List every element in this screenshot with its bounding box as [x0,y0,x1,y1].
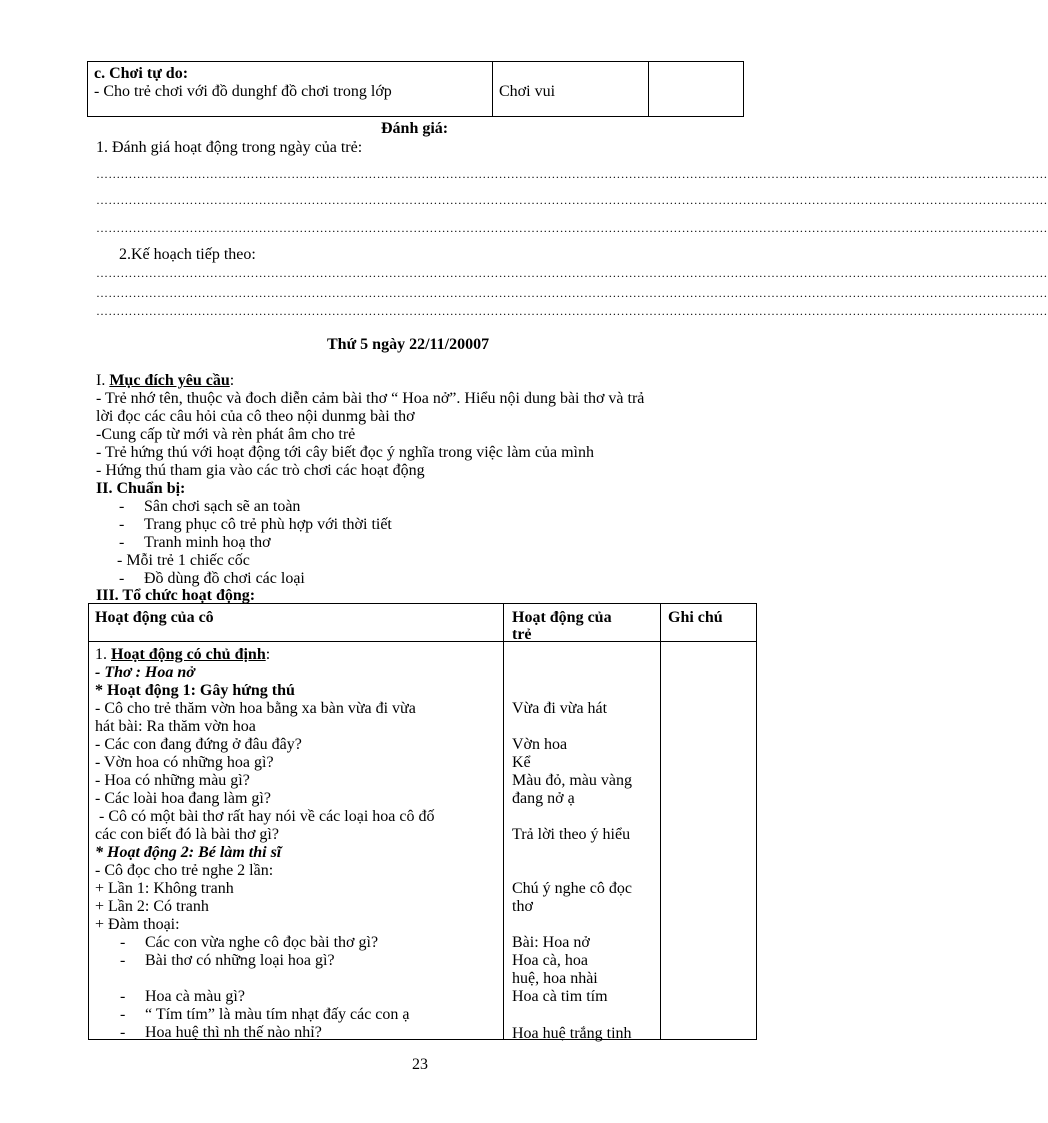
teacher-line: + Đàm thoại: [95,916,180,933]
prep-item: - Mỗi trẻ 1 chiếc cốc [117,552,250,569]
list-bullet: - [120,988,126,1005]
child-line: Vừa đi vừa hát [512,700,608,717]
child-line: Bài: Hoa nở [512,934,590,951]
prep-item: Tranh minh hoạ thơ [144,534,271,551]
child-line: Kể [512,754,531,771]
dotted-line: ……………………………………………………………………………………………………………………………………………………………………………………………………………… [96,221,1048,235]
teacher-line: các con biết đó là bài thơ gì? [95,826,279,843]
evaluation-item-1: 1. Đánh giá hoạt động trong ngày của trẻ: [96,139,363,156]
dotted-line: ……………………………………………………………………………………………………………………………………………………………………………………………………………… [96,167,1048,181]
column-divider [660,604,661,1039]
teacher-line: - Cô có một bài thơ rất hay nói về các loại hoa cô đố [95,808,435,825]
teacher-line: * Hoạt động 2: Bé làm thi sĩ [95,844,282,861]
header-divider [89,641,756,642]
prep-item: Sân chơi sạch sẽ an toàn [144,498,301,515]
header-child-activity-2: trẻ [512,626,532,643]
list-bullet: - [119,570,125,587]
list-bullet: - [120,952,126,969]
prep-item: Trang phục cô trẻ phù hợp với thời tiết [144,516,392,533]
top-activity-table [87,61,744,117]
teacher-line: - Hoa có những màu gì? [95,772,250,789]
child-line: đang nở ạ [512,790,575,807]
child-line: Màu đỏ, màu vàng [512,772,632,789]
section-2-heading: II. Chuẩn bị: [96,480,186,497]
header-child-activity: Hoạt động của [512,609,612,626]
section-1-line: lời đọc các câu hỏi của cô theo nội dunmg bài thơ [96,408,415,425]
list-bullet: - [119,516,125,533]
column-divider [503,604,504,1039]
child-line: Vờn hoa [512,736,568,753]
question-line: Bài thơ có những loại hoa gì? [145,952,335,969]
day-title: Thứ 5 ngày 22/11/20007 [327,336,490,353]
child-line: thơ [512,898,533,915]
child-line: Hoa cà tim tím [512,988,608,1005]
prep-item: Đồ dùng đồ chơi các loại [144,570,305,587]
section-1-line: - Hứng thú tham gia vào các trò chơi các hoạt động [96,462,425,479]
list-bullet: - [119,534,125,551]
list-bullet: - [120,1006,126,1023]
question-line: Hoa cà màu gì? [145,988,245,1005]
teacher-line: - Cô đọc cho trẻ nghe 2 lần: [95,862,274,879]
question-line: Hoa huệ thì nh thế nào nhỉ? [145,1024,322,1041]
list-bullet: - [120,934,126,951]
question-line: Các con vừa nghe cô đọc bài thơ gì? [145,934,379,951]
top-child-cell [493,62,649,116]
header-notes: Ghi chú [668,609,723,626]
header-teacher-activity: Hoạt động của cô [95,609,214,626]
free-play-child: Chơi vui [499,83,556,100]
free-play-heading: c. Chơi tự do: [94,65,189,82]
section-1-line: - Trẻ nhớ tên, thuộc và đoch diễn cảm bài thơ “ Hoa nở”. Hiểu nội dung bài thơ và trả [96,390,645,407]
question-line: “ Tím tím” là màu tím nhạt đấy các con ạ [145,1006,410,1023]
teacher-line: - Các con đang đứng ở đâu đây? [95,736,302,753]
teacher-line: + Lần 2: Có tranh [95,898,209,915]
list-bullet: - [120,1024,126,1041]
teacher-line: hát bài: Ra thăm vờn hoa [95,718,256,735]
section-1-heading: I. Mục đích yêu cầu: [96,372,235,389]
evaluation-title: Đánh giá: [381,120,449,137]
dotted-line: ……………………………………………………………………………………………………………………………………………………………………………………………………………… [96,286,1048,300]
dotted-line: ……………………………………………………………………………………………………………………………………………………………………………………………………………… [96,304,1048,318]
child-line: Chú ý nghe cô đọc [512,880,632,897]
teacher-line: 1. Hoạt động có chủ định: [95,646,271,663]
child-line: Trả lời theo ý hiểu [512,826,631,843]
section-1-line: -Cung cấp từ mới và rèn phát âm cho trẻ [96,426,356,443]
teacher-line: * Hoạt động 1: Gây hứng thú [95,682,295,699]
teacher-line: - Cô cho trẻ thăm vờn hoa bằng xa bàn vừa đi vừa [95,700,416,717]
section-1-line: - Trẻ hứng thú với hoạt động tới cây biết đọc ý nghĩa trong việc làm của mình [96,444,594,461]
section-3-heading: III. Tổ chức hoạt động: [96,587,256,604]
free-play-activity: - Cho trẻ chơi với đồ dunghf đồ chơi trong lớp [94,83,392,100]
list-bullet: - [119,498,125,515]
teacher-line: + Lần 1: Không tranh [95,880,234,897]
teacher-line: - Vờn hoa có những hoa gì? [95,754,274,771]
activity-table [88,603,757,1040]
teacher-line: - Thơ : Hoa nở [95,664,195,681]
child-line: Hoa cà, hoa [512,952,588,969]
evaluation-item-2: 2.Kế hoạch tiếp theo: [119,246,256,263]
child-line: Hoa huệ trắng tinh [512,1025,632,1042]
dotted-line: ……………………………………………………………………………………………………………………………………………………………………………………………………………… [96,266,1048,280]
teacher-line: - Các loài hoa đang làm gì? [95,790,271,807]
child-line: huệ, hoa nhài [512,970,598,987]
dotted-line: ……………………………………………………………………………………………………………………………………………………………………………………………………………… [96,193,1048,207]
top-activity-cell [88,62,493,116]
top-note-cell [650,62,743,116]
page-number: 23 [412,1056,428,1073]
